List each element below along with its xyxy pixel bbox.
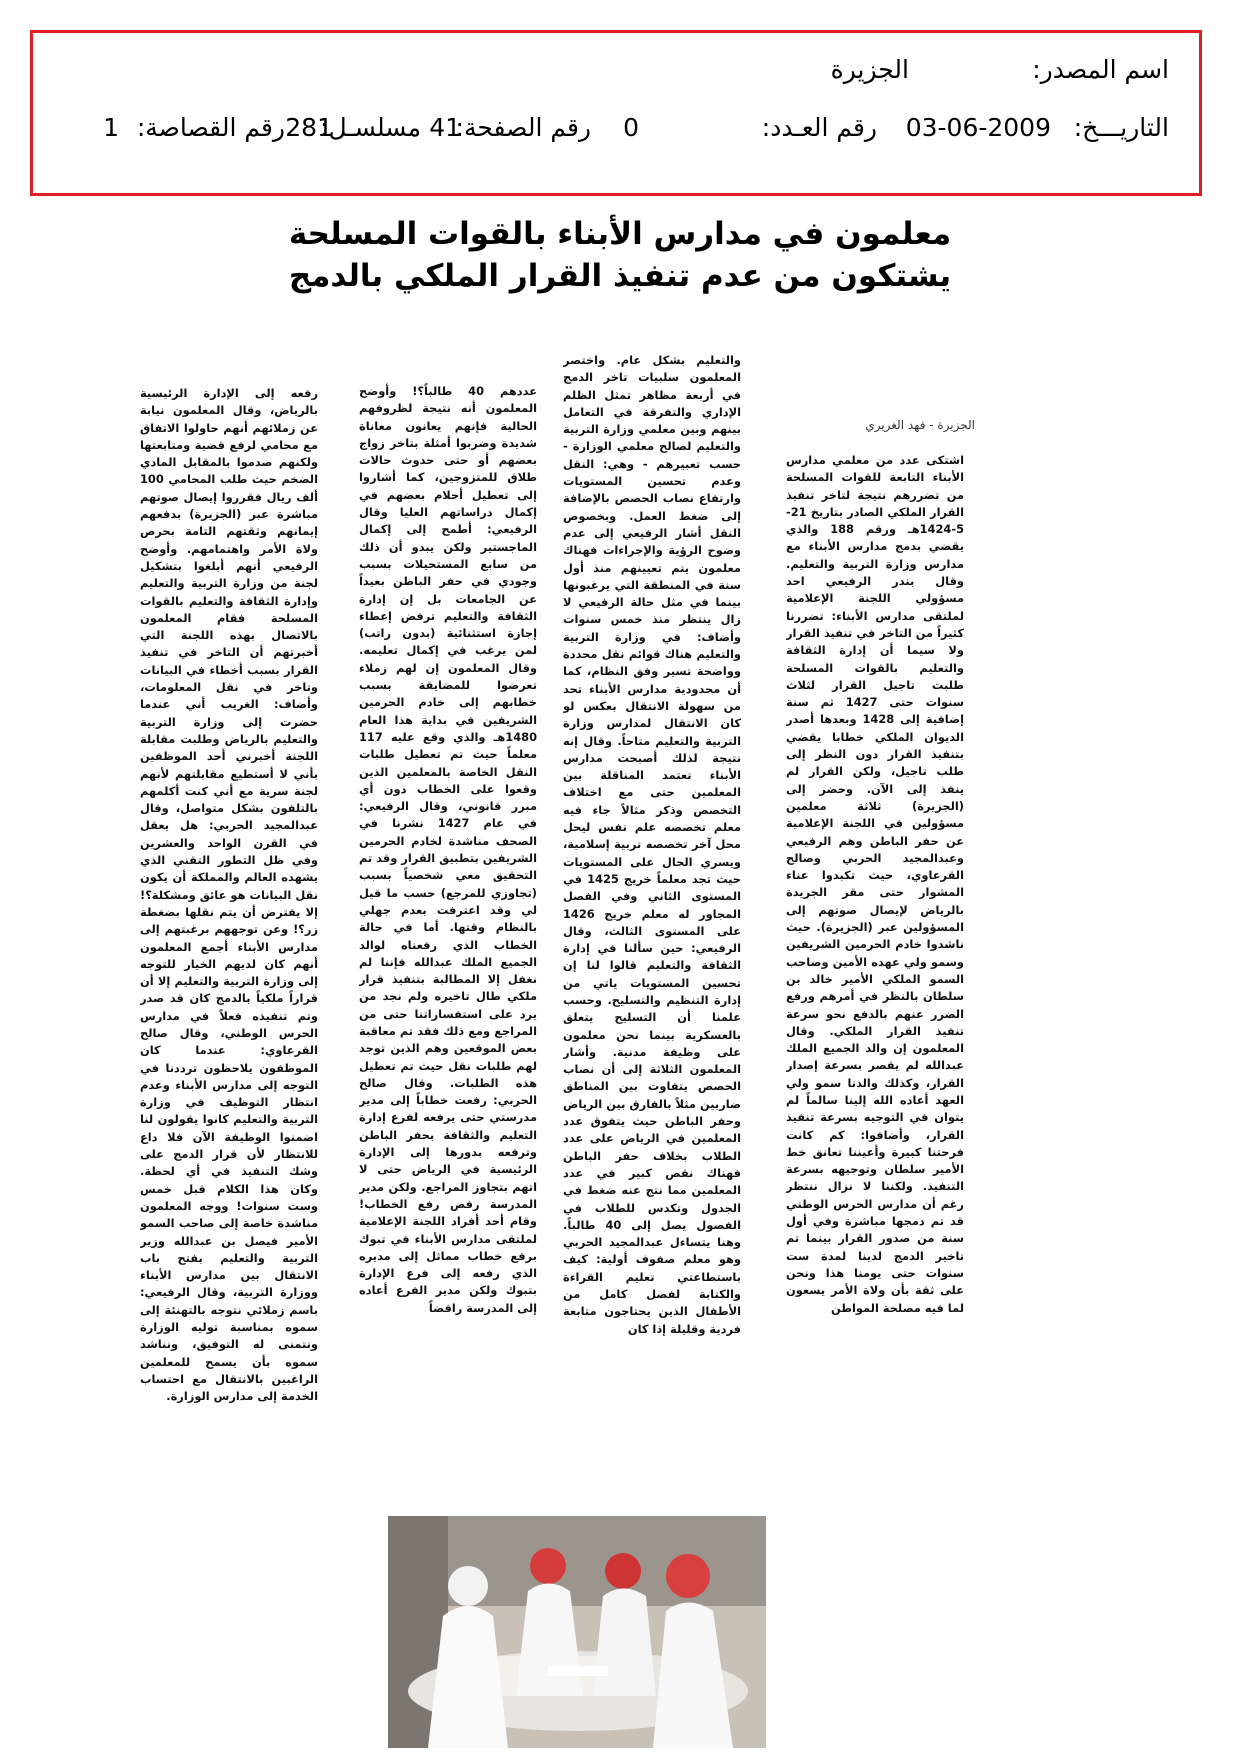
serial-value: 281: [285, 113, 333, 142]
photo-illustration: [388, 1516, 766, 1748]
headline-line-1: معلمون في مدارس الأبناء بالقوات المسلحة: [288, 216, 952, 252]
article-column-4: [140, 385, 318, 1525]
date-value: 03-06-2009: [905, 113, 1051, 142]
details-row: [33, 113, 1199, 153]
article-photo: [388, 1516, 766, 1748]
article-column-3: [359, 383, 537, 1333]
column-3-text: عددهم 40 طالباً؟! وأوضح المعلمون أنه نتيجة لظروفهم الحالية فإنهم يعانون معاناة شديدة وضربوا أمثلة بتاخر زواج بعضهم أو حتى حدوث حالات طلاق للمتزوجين، كما أشاروا إلى تعطيل أحلام بعضهم في إكمال دراساتهم العليا وقال الرفيعي: أطمح إلى إكمال الماجستير ولكن يبدو أن ذلك من سابع المستحيلات بسبب وجودي في حفر الباطن بعيداً عن الجامعات بل إن إدارة الثقافة والتعليم ترفض إعطاء إجازة استثنائية (بدون راتب) لمن يرغب في إكمال تعليمه. وقال المعلمون إن لهم زملاء تعرضوا للمضايقة بسبب خطابهم إلى خادم الحرمين الشريفين في بداية هذا العام 1480هـ والذي وقع عليه 117 معلماً حيث تم تعطيل طلبات النقل الخاصة بالمعلمين الذين وقعوا على الخطاب دون أي مبرر قانوني، وقال الرفيعي: في عام 1427 نشرنا في الصحف مناشدة لخادم الحرمين الشريفين بتطبيق القرار وقد تم التحقيق معي شخصياً بسبب (تجاوزي للمرجع) حسب ما قيل لي وقد اعترفت بعدم جهلي بالنظام وقتها. أما في حالة الخطاب الذي رفعناه لوالد الجميع الملك عبدالله فإننا لم نغفل إلا المطالبة بتنفيذ قرار ملكي طال تاخيره ولم نجد من يرد على استفساراتنا حتى من المراجع ومع ذلك فقد تم معاقبة بعض الموقعين وهم الذين توجد لهم طلبات نقل حيث تم تعطيل هذه الطلبات. وقال صالح الحربي: رفعت خطاباً إلى مدير مدرستي حتى يرفعه لفرع إدارة التعليم والثقافة بحفر الباطن وترفعه بدورها إلى الإدارة الرئيسية في الرياض حتى لا اتهم بتجاوز المراجع. ولكن مدير المدرسة رفض رفع الخطاب! وقام أحد أفراد اللجنة الإعلامية لملتقى مدارس الأبناء في تبوك برفع خطاب مماثل إلى مديره الذي رفعه إلى فرع الإدارة بتبوك ولكن مدير الفرع أعاده إلى المدرسة رافضاً: [359, 384, 537, 1315]
source-label: اسم المصدر:: [1032, 55, 1169, 84]
clip-value: 1: [103, 113, 119, 142]
metadata-box: [30, 30, 1202, 196]
headline-line-2: يشتكون من عدم تنفيذ القرار الملكي بالدمج: [288, 258, 952, 294]
byline: الجزيرة - فهد الغريري: [865, 418, 975, 432]
source-value: الجزيرة: [830, 55, 909, 84]
source-row: [33, 55, 1199, 95]
issue-value: 0: [623, 113, 639, 142]
column-4-text: رفعه إلى الإدارة الرئيسية بالرياض، وقال المعلمون نيابة عن زملائهم أنهم حاولوا الاتفاق مع محامي لرفع قضية ومتابعتها ولكنهم صدموا بالمقابل المادي الضخم حيث طلب المحامي 100 ألف ريال فقرروا إيصال صوتهم مباشرة عبر (الجزيرة) بدفعهم إيمانهم وثقتهم التامة بحرص ولاة الأمر واهتمامهم. وأوضح الرفيعي أنهم أبلغوا بتشكيل لجنة من وزارة التربية والتعليم وإدارة الثقافة والتعليم بالقوات المسلحة فقام المعلمون بالاتصال بهذه اللجنة التي أخبرتهم أن التاخر في تنفيذ القرار بسبب أخطاء في البيانات وتاخر في نقل المعلومات، وأضاف: الغريب أني عندما حضرت إلى وزارة التربية والتعليم بالرياض وطلبت مقابلة اللجنة أخبرني أحد الموظفين بأني لا أستطيع مقابلتهم لأنهم لجنة سرية مع أني كنت أكلمهم بالتلفون بشكل متواصل، وقال عبدالمجيد الحربي: هل يعقل في القرن الواحد والعشرين وفي ظل التطور التقني الذي يشهده العالم والمملكة أن يكون نقل البيانات هو عائق ومشكلة؟! إلا يفترض أن يتم نقلها بضغطة زر؟! وعن توجههم برغبتهم إلى مدارس الأبناء أجمع المعلمون أنهم كان لديهم الخيار للتوجه إلى وزارة التربية والتعليم إلا أن قراراً ملكياً بالدمج كان قد صدر وتم تنفيذه فعلاً في مدارس الحرس الوطني، وقال صالح القرعاوي: عندما كان الموظفون يلاحظون ترددنا في التوجه إلى مدارس الأبناء وعدم انتظار التوظيف في وزارة التربية والتعليم كانوا يقولون لنا اضمنوا الوظيفة الآن فلا داع للانتظار لأن قرار الدمج على وشك التنفيذ في أي لحظة. وكان هذا الكلام قبل خمس وست سنوات! ووجه المعلمون مناشدة خاصة إلى صاحب السمو الأمير فيصل بن عبدالله وزير التربية والتعليم بفتح باب الانتقال بين مدارس الأبناء ووزارة التربية، وقال الرفيعي: باسم زملائي نتوجه بالتهنئة إلى سموه بمناسبة توليه الوزارة ونتمنى له التوفيق، ونناشد سموه بأن يسمح للمعلمين الراغبين بالانتقال مع احتساب الخدمة إلى مدارس الوزارة.: [140, 386, 318, 1404]
date-label: التاريـــخ:: [1073, 113, 1169, 142]
column-1-text: اشتكى عدد من معلمي مدارس الأبناء التابعة للقوات المسلحة من تضررهم نتيجة لتاخر تنفيذ القرار الملكي الصادر بتاريخ 21-5-1424هـ ورقم 188 والذي يقضي بدمج مدارس الأبناء مع مدارس وزارة التربية والتعليم. وقال بندر الرفيعي احد مسؤولي اللجنة الإعلامية لملتقى مدارس الأبناء: تضررنا كثيراً من التاخر في تنفيذ القرار ولا سيما أن إدارة الثقافة والتعليم بالقوات المسلحة طلبت تاجيل القرار لثلاث سنوات حتى 1427 ثم سنة إضافية إلى 1428 وبعدها أصدر الديوان الملكي خطابا يقضي بتنفيذ القرار دون النظر إلى طلب تاجيل، ولكن القرار لم ينفذ إلى الآن. وحضر إلى (الجزيرة) ثلاثة معلمين مسؤولين في اللجنة الإعلامية عن حفر الباطن وهم الرفيعي وعبدالمجيد الحربي وصالح القرعاوي، حيث تكبدوا عناء المشوار حتى مقر الجريدة بالرياض لإيصال صوتهم إلى المسؤولين عبر (الجزيرة). حيث ناشدوا خادم الحرمين الشريفين وسمو ولي عهده الأمين وصاحب السمو الملكي الأمير خالد بن سلطان بالنظر في أمرهم ورفع الضرر عنهم بالدفع نحو سرعة تنفيذ القرار الملكي. وقال المعلمون إن والد الجميع الملك عبدالله لم يقصر بسرعة إصدار القرار، وكذلك والدنا سمو ولي العهد أعاده الله إلينا سالماً لم يتوان في التوجيه بسرعة تنفيذ القرار، وأضافوا: كم كانت فرحتنا كبيرة وأعيننا تعانق خط الأمير سلطان وتوجيهه بسرعة التنفيذ. ولكننا لا نزال ننتظر رغم أن مدارس الحرس الوطني قد تم دمجها مباشرة وفي أول سنة من صدور القرار بينما تم تاخير الدمج لدينا لمدة ست سنوات حتى يومنا هذا ونحن على ثقة بأن ولاة الأمر يسعون لما فيه مصلحة المواطن: [786, 453, 964, 1315]
article-column-1: [786, 452, 964, 1462]
column-2-text: والتعليم بشكل عام. واختصر المعلمون سلبيات تاخر الدمج في أربعة مظاهر تمثل الظلم الإداري والتفرقة في التعامل بينهم وبين معلمي وزارة التربية والتعليم لصالح معلمي الوزارة - حسب تعبيرهم - وهي: النقل وعدم تحسين المستويات وارتفاع نصاب الحصص بالإضافة إلى ضغط العمل. وبخصوص النقل أشار الرفيعي إلى عدم وضوح الرؤية والإجراءات فهناك معلمون يتم تعيينهم منذ أول سنة في المنطقة التي يرغبونها بينما في مثل حالة الرفيعي لا زال ينتظر منذ خمس سنوات وأضاف: في وزارة التربية والتعليم هناك قوائم نقل محددة وواضحة تسير وفق النظام، كما أن محدودية مدارس الأبناء تحد من سهولة الانتقال بعكس لو كان الانتقال لمدارس وزارة التربية والتعليم متاحاً. وقال إنه نتيجة لذلك أصبحت مدارس الأبناء تعتمد المناقلة بين المعلمين حتى مع اختلاف التخصص وذكر مثالاً جاء فيه معلم تخصصه علم نفس ليحل محل آخر تخصصه تربية إسلامية، ويسري الحال على المستويات حيث تجد معلماً خريج 1425 في المستوى الثاني وفي الفصل المجاور له معلم خريج 1426 على المستوى الثالث، وقال الرفيعي: حين سألنا في إدارة الثقافة والتعليم قالوا لنا إن تحسين المستويات ياتي من إدارة التنظيم والتسليح. وحسب علمنا أن التسليح يتعلق بالعسكرية بينما نحن معلمون على وظيفة مدنية. وأشار المعلمون الثلاثة إلى أن نصاب الحصص يتفاوت بين المناطق ضاربين مثلاً بالفارق بين الرياض وحفر الباطن حيث يتفوق عدد المعلمين في الرياض على عدد الطلاب بخلاف حفر الباطن فهناك نقص كبير في عدد المعلمين مما نتج عنه ضغط في الجدول وتكدس للطلاب في الفصول يصل إلى 40 طالباً. وهنا يتساءل عبدالمجيد الحربي وهو معلم صفوف أولية: كيف باستطاعتي تعليم القراءة والكتابة لفصل كامل من الأطفال الذين يحتاجون متابعة فردية وقليلة إذا كان: [563, 353, 741, 1336]
article-column-2: [563, 352, 741, 1462]
page-value: 41: [429, 113, 461, 142]
clip-label: رقم القصاصة:: [136, 113, 285, 142]
page-label: رقم الصفحة:: [455, 113, 591, 142]
issue-label: رقم العـدد:: [761, 113, 877, 142]
serial-label: مسلسـل:: [320, 113, 421, 142]
